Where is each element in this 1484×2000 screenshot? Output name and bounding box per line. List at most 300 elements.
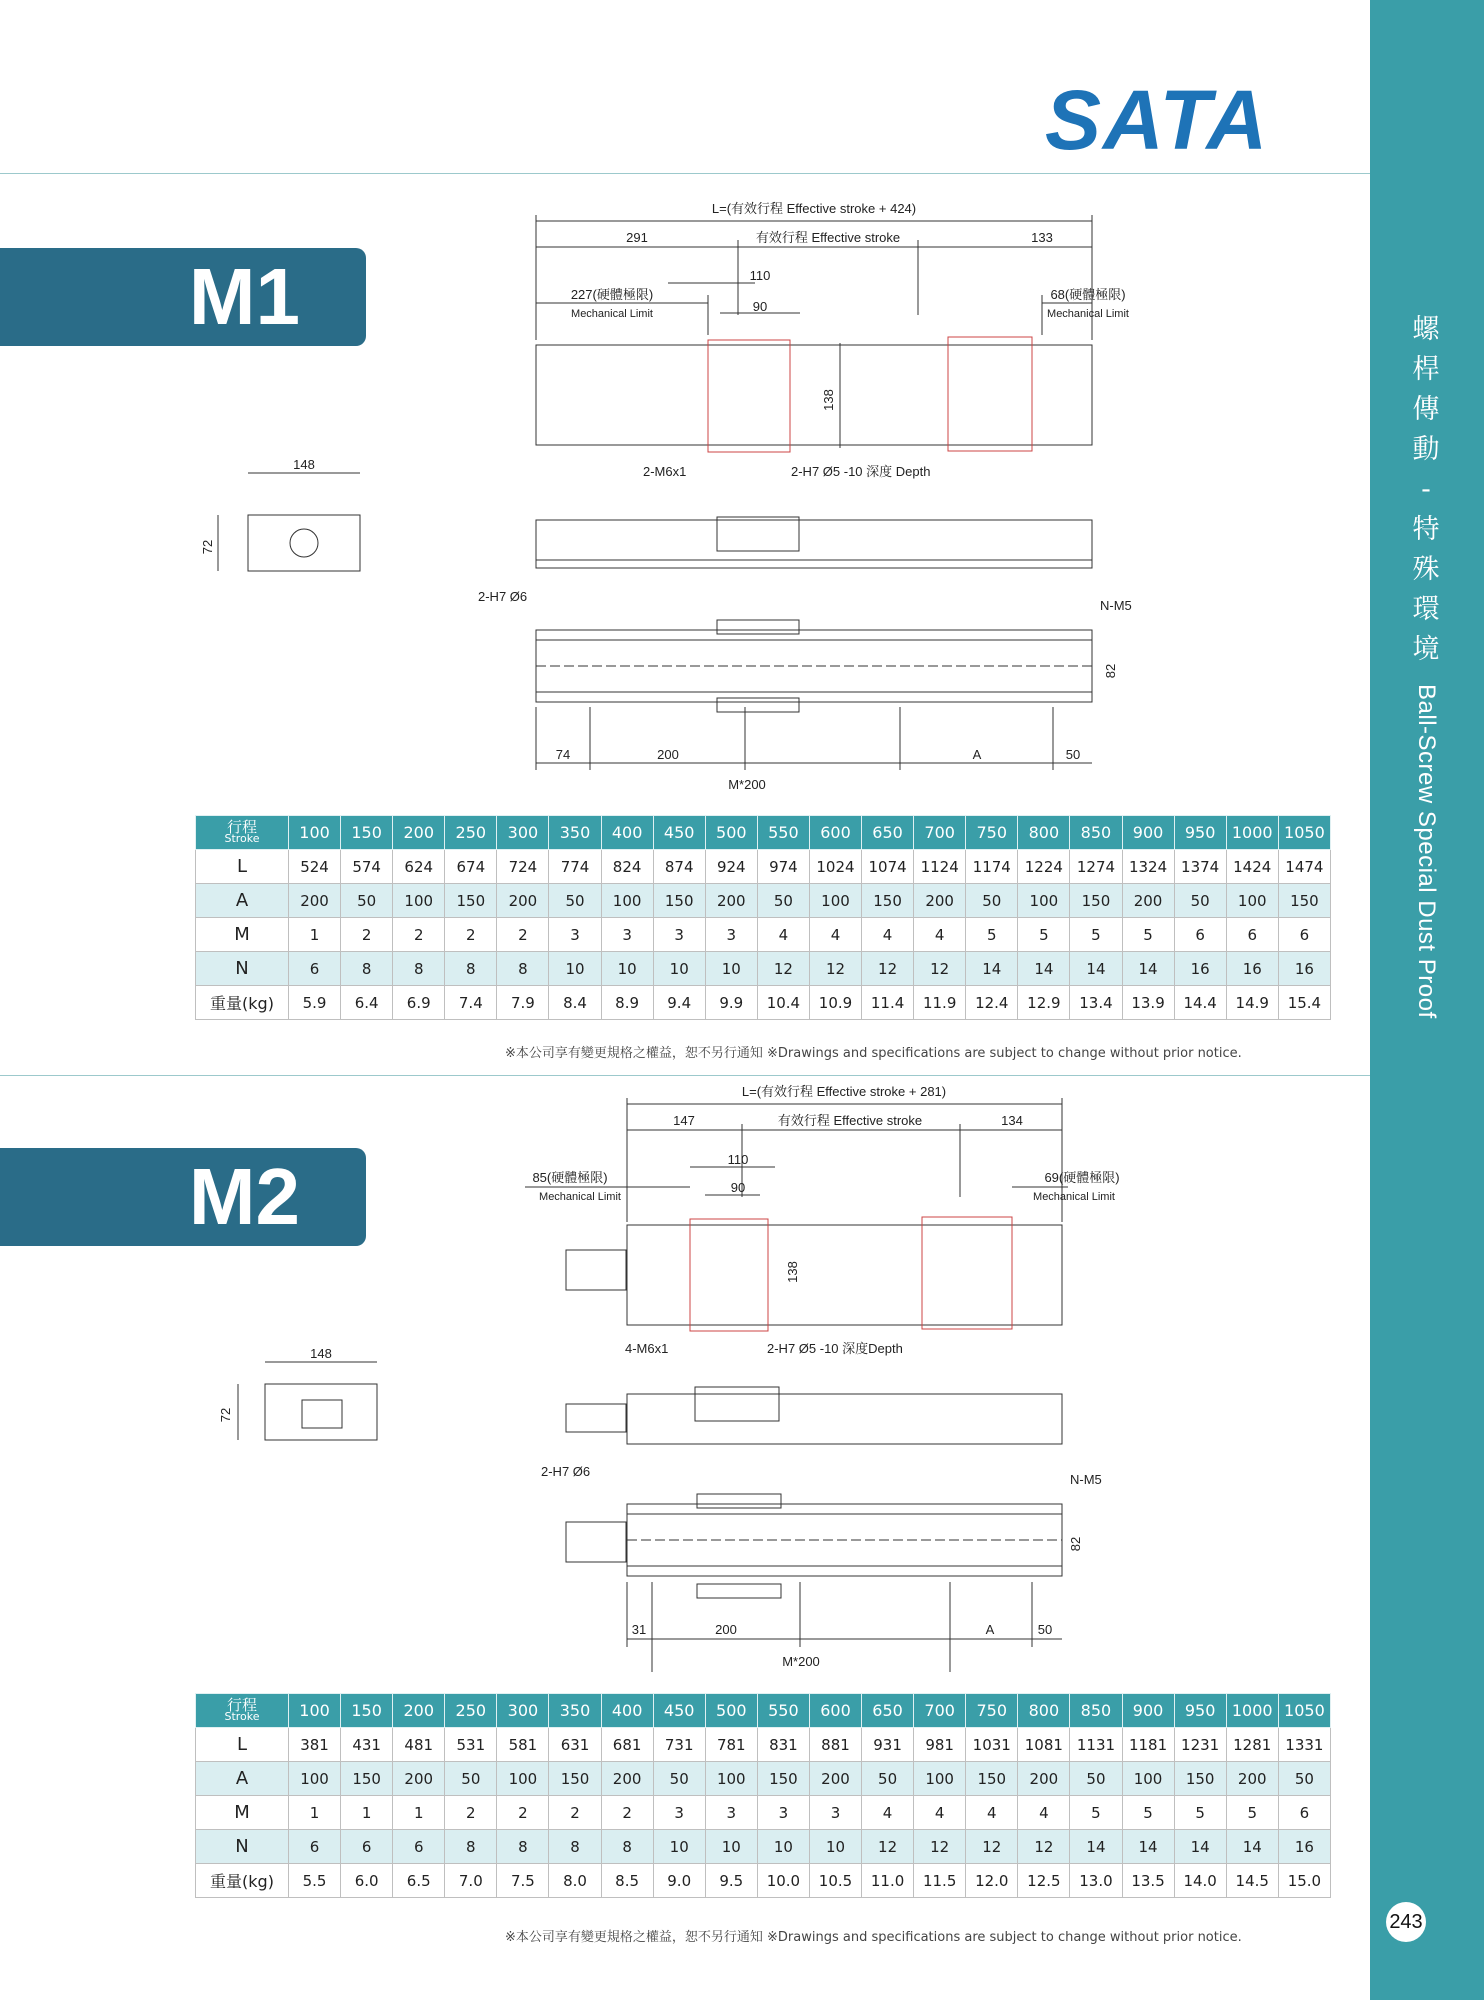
table-row-label: A <box>196 884 289 918</box>
table-cell: 831 <box>757 1728 809 1762</box>
table-cell: 8 <box>497 1830 549 1864</box>
table-cell: 724 <box>497 850 549 884</box>
table-cell: 5 <box>1070 1796 1122 1830</box>
table-cell: 8.4 <box>549 986 601 1020</box>
table-header-row <box>196 816 1331 850</box>
table-cell: 13.4 <box>1070 986 1122 1020</box>
table-cell: 531 <box>445 1728 497 1762</box>
table-cell: 3 <box>809 1796 861 1830</box>
table-cell: 900 <box>1122 1694 1174 1728</box>
table-cell: 5 <box>1018 918 1070 952</box>
table-cell: 150 <box>653 884 705 918</box>
m2-spec-table <box>195 1693 1331 1898</box>
table-cell: 100 <box>1018 884 1070 918</box>
table-cell: 150 <box>445 884 497 918</box>
table-cell: 16 <box>1226 952 1278 986</box>
table-cell: 8 <box>549 1830 601 1864</box>
table-cell: 7.5 <box>497 1864 549 1898</box>
table-row <box>196 1728 1331 1762</box>
table-cell: 6 <box>289 952 341 986</box>
table-cell: 100 <box>289 1694 341 1728</box>
table-cell: 6.9 <box>393 986 445 1020</box>
table-cell: 12 <box>862 1830 914 1864</box>
table-cell: 750 <box>966 1694 1018 1728</box>
table-row-label: L <box>196 1728 289 1762</box>
table-cell: 300 <box>497 1694 549 1728</box>
table-cell: 4 <box>862 1796 914 1830</box>
table-cell: 10.5 <box>809 1864 861 1898</box>
table-cell: 14 <box>1122 952 1174 986</box>
table-cell: 13.5 <box>1122 1864 1174 1898</box>
table-cell: 12 <box>966 1830 1018 1864</box>
table-row-label: A <box>196 1762 289 1796</box>
table-cell: 11.5 <box>914 1864 966 1898</box>
table-cell: 14.9 <box>1226 986 1278 1020</box>
model-tab-m1: M1 <box>0 248 366 346</box>
table-cell: 3 <box>705 918 757 952</box>
table-cell: 624 <box>393 850 445 884</box>
m2-dim-carriage-inner: 90 <box>730 1180 746 1195</box>
table-cell: 1050 <box>1278 1694 1330 1728</box>
table-cell: 12.0 <box>966 1864 1018 1898</box>
table-cell: 150 <box>1174 1762 1226 1796</box>
table-cell: 100 <box>289 816 341 850</box>
table-cell: 200 <box>393 816 445 850</box>
table-cell: 10 <box>601 952 653 986</box>
table-cell: 100 <box>914 1762 966 1796</box>
table-cell: 10 <box>757 1830 809 1864</box>
table-cell: 400 <box>601 816 653 850</box>
m2-callout-nm5: N-M5 <box>1070 1472 1102 1487</box>
table-row <box>196 952 1331 986</box>
table-cell: 150 <box>341 1694 393 1728</box>
table-cell: 6.5 <box>393 1864 445 1898</box>
table-cell: 2 <box>445 1796 497 1830</box>
table-cell: 9.4 <box>653 986 705 1020</box>
m1-end-height: 72 <box>200 539 215 555</box>
table-cell: 731 <box>653 1728 705 1762</box>
table-cell: 931 <box>862 1728 914 1762</box>
table-cell: 10 <box>653 1830 705 1864</box>
sidebar-title-cn-char: 環 <box>1412 594 1440 625</box>
table-cell: 50 <box>549 884 601 918</box>
table-cell: 50 <box>757 884 809 918</box>
table-cell: 581 <box>497 1728 549 1762</box>
m2-dim-carriage-outer: 110 <box>727 1152 749 1167</box>
table-cell: 9.0 <box>653 1864 705 1898</box>
table-cell: 12.4 <box>966 986 1018 1020</box>
table-cell: 2 <box>549 1796 601 1830</box>
table-cell: 1224 <box>1018 850 1070 884</box>
table-row <box>196 1762 1331 1796</box>
table-cell: 14 <box>1070 952 1122 986</box>
table-cell: 200 <box>601 1762 653 1796</box>
table-cell: 6 <box>289 1830 341 1864</box>
m1-dim-rail: 82 <box>1103 663 1118 679</box>
table-cell: 974 <box>757 850 809 884</box>
m1-callout-bottom-pin: 2-H7 Ø6 <box>478 589 528 604</box>
m1-dim-height: 138 <box>821 389 836 411</box>
table-cell: 5 <box>1226 1796 1278 1830</box>
table-cell: 10 <box>653 952 705 986</box>
m2-dim-mech-right: 69(硬體極限) <box>1044 1170 1120 1185</box>
m1-dim-stroke: 有效行程 Effective stroke <box>755 230 901 245</box>
table-cell: 1081 <box>1018 1728 1070 1762</box>
m2-end-width: 148 <box>310 1346 332 1361</box>
table-cell: 1181 <box>1122 1728 1174 1762</box>
table-cell: 12 <box>862 952 914 986</box>
table-cell: 650 <box>862 816 914 850</box>
table-header-row <box>196 1694 1331 1728</box>
table-cell: 850 <box>1070 1694 1122 1728</box>
table-cell: 600 <box>809 816 861 850</box>
sidebar-title-cn-char: 特 <box>1412 514 1440 545</box>
table-cell: 4 <box>914 918 966 952</box>
table-cell: 150 <box>341 816 393 850</box>
table-cell: 650 <box>862 1694 914 1728</box>
m1-disclaimer: ※本公司享有變更規格之權益，恕不另行通知 ※Drawings and specifications are subject to change without prior notice. <box>505 1046 1242 1061</box>
table-cell: 150 <box>862 884 914 918</box>
m2-dim-stroke: 有效行程 Effective stroke <box>777 1113 923 1128</box>
table-header-label: 行程 Stroke <box>196 816 289 850</box>
table-cell: 50 <box>862 1762 914 1796</box>
sidebar-title <box>1396 310 1456 1019</box>
table-cell: 550 <box>757 816 809 850</box>
table-cell: 10.9 <box>809 986 861 1020</box>
m2-dim-rail: 82 <box>1068 1536 1083 1552</box>
table-cell: 1374 <box>1174 850 1226 884</box>
table-cell: 150 <box>1070 884 1122 918</box>
table-cell: 1424 <box>1226 850 1278 884</box>
table-row <box>196 850 1331 884</box>
sidebar-title-cn-char: 傳 <box>1412 394 1440 425</box>
table-cell: 1 <box>341 1796 393 1830</box>
table-cell: 1174 <box>966 850 1018 884</box>
table-cell: 550 <box>757 1694 809 1728</box>
sidebar-title-cn-char: 螺 <box>1412 314 1440 345</box>
table-cell: 4 <box>1018 1796 1070 1830</box>
table-cell: 2 <box>445 918 497 952</box>
table-cell: 1124 <box>914 850 966 884</box>
table-cell: 1274 <box>1070 850 1122 884</box>
table-cell: 1074 <box>862 850 914 884</box>
table-cell: 6 <box>1278 1796 1330 1830</box>
table-cell: 450 <box>653 816 705 850</box>
table-cell: 2 <box>601 1796 653 1830</box>
table-cell: 200 <box>705 884 757 918</box>
table-cell: 150 <box>549 1762 601 1796</box>
table-cell: 1000 <box>1226 816 1278 850</box>
table-cell: 5 <box>966 918 1018 952</box>
table-cell: 524 <box>289 850 341 884</box>
table-row-label: M <box>196 918 289 952</box>
m2-dim-height: 138 <box>785 1261 800 1283</box>
table-cell: 100 <box>705 1762 757 1796</box>
m1-dim-right: 133 <box>1031 230 1053 245</box>
table-cell: 12 <box>914 1830 966 1864</box>
table-cell: 16 <box>1278 952 1330 986</box>
table-cell: 4 <box>966 1796 1018 1830</box>
m1-dim-b3: A <box>972 747 982 762</box>
m1-dim-b5: M*200 <box>728 777 766 792</box>
table-cell: 800 <box>1018 1694 1070 1728</box>
table-cell: 13.0 <box>1070 1864 1122 1898</box>
table-cell: 3 <box>653 918 705 952</box>
table-cell: 1024 <box>809 850 861 884</box>
table-cell: 8 <box>393 952 445 986</box>
table-cell: 200 <box>393 1762 445 1796</box>
table-cell: 150 <box>1278 884 1330 918</box>
table-cell: 10 <box>809 1830 861 1864</box>
table-cell: 681 <box>601 1728 653 1762</box>
table-cell: 200 <box>1018 1762 1070 1796</box>
table-row-label: 重量(kg) <box>196 1864 289 1898</box>
table-cell: 924 <box>705 850 757 884</box>
table-cell: 50 <box>653 1762 705 1796</box>
table-cell: 10.0 <box>757 1864 809 1898</box>
table-cell: 600 <box>809 1694 861 1728</box>
table-cell: 11.0 <box>862 1864 914 1898</box>
table-cell: 12 <box>1018 1830 1070 1864</box>
table-cell: 5.5 <box>289 1864 341 1898</box>
table-cell: 2 <box>497 918 549 952</box>
table-cell: 381 <box>289 1728 341 1762</box>
table-cell: 10 <box>549 952 601 986</box>
table-cell: 11.4 <box>862 986 914 1020</box>
m1-dim-carriage-inner: 90 <box>752 299 768 314</box>
table-cell: 50 <box>1070 1762 1122 1796</box>
table-cell: 1231 <box>1174 1728 1226 1762</box>
table-cell: 1050 <box>1278 816 1330 850</box>
table-cell: 824 <box>601 850 653 884</box>
table-cell: 2 <box>341 918 393 952</box>
table-cell: 631 <box>549 1728 601 1762</box>
table-cell: 200 <box>1122 884 1174 918</box>
table-cell: 150 <box>341 1762 393 1796</box>
m2-dim-b3: A <box>985 1622 995 1637</box>
table-row <box>196 918 1331 952</box>
table-cell: 12.9 <box>1018 986 1070 1020</box>
m2-dim-mech-right-label: Mechanical Limit <box>1033 1191 1115 1203</box>
table-cell: 13.9 <box>1122 986 1174 1020</box>
table-cell: 200 <box>809 1762 861 1796</box>
table-cell: 950 <box>1174 816 1226 850</box>
table-cell: 1281 <box>1226 1728 1278 1762</box>
table-cell: 12 <box>809 952 861 986</box>
table-cell: 7.0 <box>445 1864 497 1898</box>
table-cell: 2 <box>393 918 445 952</box>
m1-dim-mech-right: 68(硬體極限) <box>1050 287 1126 302</box>
table-cell: 100 <box>1122 1762 1174 1796</box>
table-cell: 14 <box>1070 1830 1122 1864</box>
sidebar-title-en: Ball-Screw Special Dust Proof <box>1413 684 1440 1019</box>
table-cell: 9.9 <box>705 986 757 1020</box>
table-cell: 50 <box>966 884 1018 918</box>
table-cell: 6 <box>1174 918 1226 952</box>
page-number: 243 <box>1386 1902 1426 1942</box>
m2-dim-mech-left-label: Mechanical Limit <box>539 1191 621 1203</box>
table-row-label: N <box>196 952 289 986</box>
table-cell: 100 <box>809 884 861 918</box>
m1-dim-mech-left-label: Mechanical Limit <box>571 308 653 320</box>
table-cell: 3 <box>549 918 601 952</box>
table-row-label: M <box>196 1796 289 1830</box>
table-cell: 14.4 <box>1174 986 1226 1020</box>
table-cell: 14 <box>1018 952 1070 986</box>
table-cell: 8.9 <box>601 986 653 1020</box>
table-cell: 8.0 <box>549 1864 601 1898</box>
table-cell: 874 <box>653 850 705 884</box>
table-cell: 8 <box>445 1830 497 1864</box>
table-row-label: N <box>196 1830 289 1864</box>
m1-callout-pin: 2-H7 Ø5 -10 深度 Depth <box>791 464 931 479</box>
table-cell: 6.4 <box>341 986 393 1020</box>
table-cell: 6 <box>341 1830 393 1864</box>
m2-dim-b4: 50 <box>1037 1622 1053 1637</box>
table-cell: 1324 <box>1122 850 1174 884</box>
sidebar-title-cn-char: 境 <box>1412 634 1440 665</box>
table-cell: 8 <box>497 952 549 986</box>
table-cell: 100 <box>497 1762 549 1796</box>
table-cell: 800 <box>1018 816 1070 850</box>
table-cell: 781 <box>705 1728 757 1762</box>
m2-disclaimer: ※本公司享有變更規格之權益，恕不另行通知 ※Drawings and specifications are subject to change without prior notice. <box>505 1930 1242 1945</box>
m2-drawing <box>200 1082 1140 1682</box>
table-cell: 100 <box>393 884 445 918</box>
m1-drawing <box>200 195 1140 792</box>
table-cell: 16 <box>1278 1830 1330 1864</box>
table-cell: 100 <box>1226 884 1278 918</box>
table-cell: 2 <box>497 1796 549 1830</box>
table-cell: 981 <box>914 1728 966 1762</box>
table-cell: 700 <box>914 1694 966 1728</box>
table-cell: 12.5 <box>1018 1864 1070 1898</box>
table-cell: 14 <box>1122 1830 1174 1864</box>
table-cell: 3 <box>601 918 653 952</box>
m1-dim-left: 291 <box>626 230 648 245</box>
table-cell: 1331 <box>1278 1728 1330 1762</box>
table-cell: 16 <box>1174 952 1226 986</box>
sidebar-title-cn-char: 動 <box>1412 434 1440 465</box>
table-cell: 4 <box>809 918 861 952</box>
table-cell: 450 <box>653 1694 705 1728</box>
m1-dim-mech-right-label: Mechanical Limit <box>1047 308 1129 320</box>
table-cell: 1474 <box>1278 850 1330 884</box>
table-cell: 11.9 <box>914 986 966 1020</box>
table-cell: 950 <box>1174 1694 1226 1728</box>
table-cell: 9.5 <box>705 1864 757 1898</box>
m2-dim-right: 134 <box>1001 1113 1023 1128</box>
table-cell: 10 <box>705 952 757 986</box>
table-cell: 500 <box>705 816 757 850</box>
table-cell: 50 <box>1174 884 1226 918</box>
table-cell: 8 <box>341 952 393 986</box>
table-cell: 14 <box>966 952 1018 986</box>
table-cell: 750 <box>966 816 1018 850</box>
table-cell: 250 <box>445 816 497 850</box>
table-cell: 14 <box>1174 1830 1226 1864</box>
table-cell: 150 <box>757 1762 809 1796</box>
m1-callout-screw: 2-M6x1 <box>643 464 687 479</box>
m2-callout-pin: 2-H7 Ø5 -10 深度Depth <box>767 1341 903 1356</box>
m2-callout-bottom-pin: 2-H7 Ø6 <box>541 1464 591 1479</box>
table-cell: 100 <box>289 1762 341 1796</box>
table-cell: 4 <box>914 1796 966 1830</box>
table-cell: 400 <box>601 1694 653 1728</box>
table-cell: 1 <box>289 918 341 952</box>
m1-dim-mech-left: 227(硬體極限) <box>570 287 654 302</box>
m2-dim-mech-left: 85(硬體極限) <box>532 1170 608 1185</box>
table-cell: 5.9 <box>289 986 341 1020</box>
table-cell: 5 <box>1122 1796 1174 1830</box>
table-cell: 8 <box>445 952 497 986</box>
table-cell: 6.0 <box>341 1864 393 1898</box>
table-cell: 350 <box>549 1694 601 1728</box>
table-row <box>196 986 1331 1020</box>
table-cell: 10 <box>705 1830 757 1864</box>
m2-callout-screw: 4-M6x1 <box>625 1341 669 1356</box>
table-cell: 7.9 <box>497 986 549 1020</box>
table-cell: 5 <box>1122 918 1174 952</box>
table-cell: 1 <box>393 1796 445 1830</box>
table-cell: 1131 <box>1070 1728 1122 1762</box>
table-row <box>196 1864 1331 1898</box>
table-cell: 14.5 <box>1226 1864 1278 1898</box>
m1-callout-nm5: N-M5 <box>1100 598 1132 613</box>
m2-dim-total: L=(有效行程 Effective stroke + 281) <box>741 1084 947 1099</box>
table-cell: 200 <box>1226 1762 1278 1796</box>
table-cell: 3 <box>705 1796 757 1830</box>
table-row-label: L <box>196 850 289 884</box>
table-cell: 1 <box>289 1796 341 1830</box>
sidebar-title-cn-char: - <box>1421 474 1431 505</box>
table-cell: 4 <box>862 918 914 952</box>
table-cell: 50 <box>1278 1762 1330 1796</box>
section-divider <box>0 1075 1370 1076</box>
m1-spec-table <box>195 815 1331 1020</box>
table-cell: 674 <box>445 850 497 884</box>
table-cell: 200 <box>393 1694 445 1728</box>
sidebar-title-cn-char: 殊 <box>1412 554 1440 585</box>
table-cell: 10.4 <box>757 986 809 1020</box>
table-cell: 1031 <box>966 1728 1018 1762</box>
table-row <box>196 1830 1331 1864</box>
table-cell: 350 <box>549 816 601 850</box>
table-cell: 50 <box>341 884 393 918</box>
table-cell: 6 <box>393 1830 445 1864</box>
m1-dim-b2: 200 <box>657 747 679 762</box>
table-cell: 8.5 <box>601 1864 653 1898</box>
header-divider <box>0 173 1370 174</box>
table-cell: 150 <box>966 1762 1018 1796</box>
m2-dim-left: 147 <box>673 1113 695 1128</box>
table-row-label: 重量(kg) <box>196 986 289 1020</box>
table-cell: 431 <box>341 1728 393 1762</box>
table-header-label: 行程 Stroke <box>196 1694 289 1728</box>
model-tab-m2: M2 <box>0 1148 366 1246</box>
table-cell: 574 <box>341 850 393 884</box>
table-row <box>196 884 1331 918</box>
table-cell: 5 <box>1174 1796 1226 1830</box>
m1-dim-b4: 50 <box>1065 747 1081 762</box>
table-cell: 6 <box>1278 918 1330 952</box>
table-cell: 12 <box>914 952 966 986</box>
table-cell: 4 <box>757 918 809 952</box>
table-cell: 14.0 <box>1174 1864 1226 1898</box>
table-cell: 850 <box>1070 816 1122 850</box>
table-cell: 5 <box>1070 918 1122 952</box>
table-cell: 200 <box>497 884 549 918</box>
